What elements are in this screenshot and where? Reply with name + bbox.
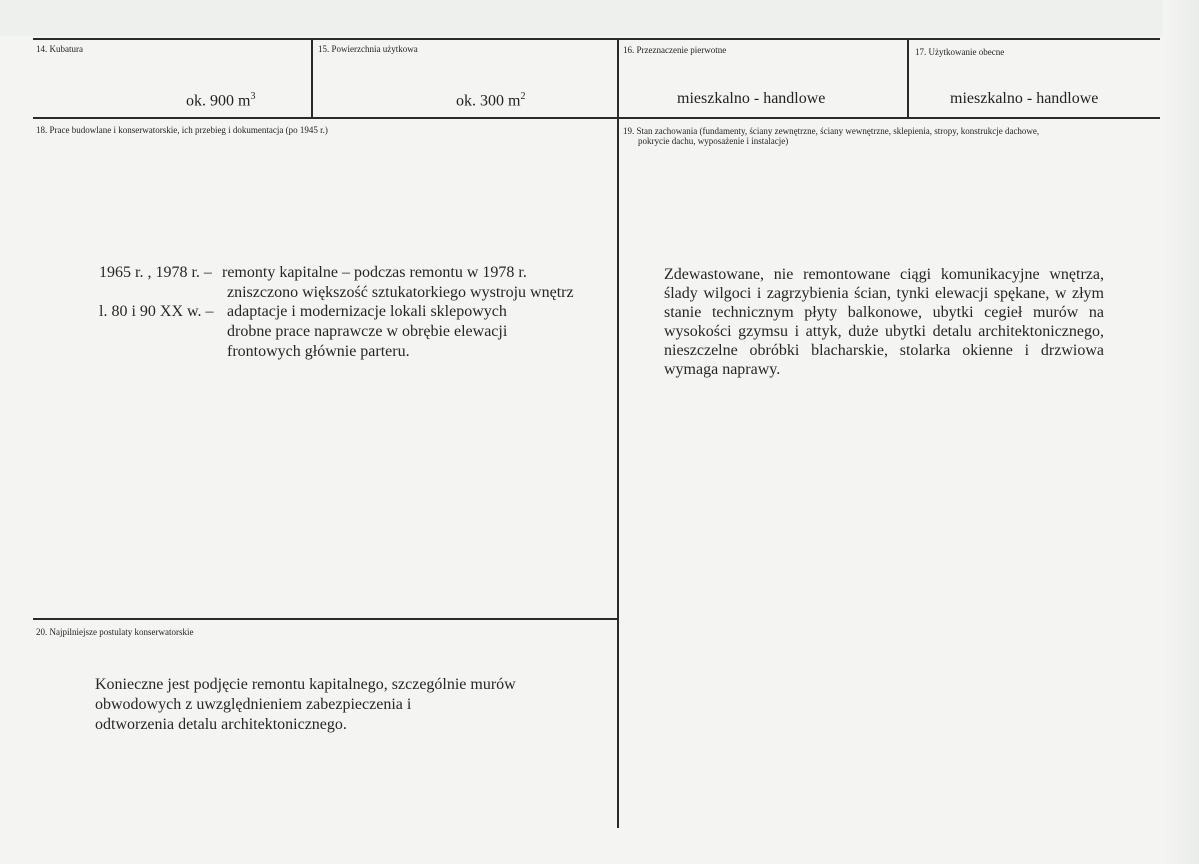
powierzchnia-value	[456, 88, 525, 110]
uzytkowanie-value: mieszkalno - handlowe	[950, 90, 1099, 107]
postulaty-line-2: obwodowych z uwzględnieniem zabezpieczenia i	[95, 696, 412, 713]
postulaty-label: 20. Najpilniejsze postulaty konserwatorskie	[36, 627, 194, 637]
kubatura-value	[186, 88, 255, 110]
prace-entry-1-line-2: zniszczono większość sztukatorkiego wystroju wnętrz	[227, 284, 574, 301]
prace-entry-1-date: 1965 r. , 1978 r. –	[99, 264, 212, 281]
stan-label-line-2: pokrycie dachu, wyposażenie i instalacje)	[638, 136, 789, 146]
prace-entry-2-line-1: adaptacje i modernizacje lokali sklepowych	[227, 303, 507, 320]
col-divider-1	[311, 38, 313, 119]
col-divider-main	[617, 38, 619, 828]
powierzchnia-unit-exponent: 2	[520, 91, 526, 102]
postulaty-line-3: odtworzenia detalu architektonicznego.	[95, 716, 347, 733]
uzytkowanie-label: 17. Użytkowanie obecne	[915, 47, 1005, 57]
postulaty-line-1: Konieczne jest podjęcie remontu kapitalnego, szczególnie murów	[95, 676, 516, 693]
stan-label-line-1: 19. Stan zachowania (fundamenty, ściany zewnętrzne, ściany wewnętrzne, sklepienia, stropy, konstrukcje dachowe,	[623, 126, 1040, 136]
prace-entry-1-line-1: remonty kapitalne – podczas remontu w 1978 r.	[222, 264, 527, 281]
top-rule	[33, 38, 1160, 40]
kubatura-value-text: ok. 900 m	[186, 92, 251, 110]
card-top-margin	[0, 0, 1199, 36]
powierzchnia-label: 15. Powierzchnia użytkowa	[318, 44, 418, 54]
kubatura-unit-exponent: 3	[250, 91, 256, 102]
col-divider-3	[907, 38, 909, 119]
prace-entry-2-line-3: frontowych głównie parteru.	[227, 343, 410, 360]
prace-entry-2-date: l. 80 i 90 XX w. –	[99, 303, 214, 320]
przeznaczenie-label: 16. Przeznaczenie pierwotne	[623, 45, 727, 55]
card-right-edge	[1163, 0, 1199, 864]
powierzchnia-value-text: ok. 300 m	[456, 92, 521, 110]
prace-label: 18. Prace budowlane i konserwatorskie, ich przebieg i dokumentacja (po 1945 r.)	[36, 125, 328, 135]
stan-text: Zdewastowane, nie remontowane ciągi komunikacyjne wnętrza, ślady wilgoci i zagrzybienia ścian, tynki elewacji spękane, w złym stanie technicznym płyty balkonowe, ubytki cegieł murów na wysokości gzymsu i attyk, duże ubytki detalu architektonicznego, nieszczelne obróbki blacharskie, stolarka okienne i drzwiowa wymaga naprawy.	[664, 266, 1104, 378]
prace-entry-2-line-2: drobne prace naprawcze w obrębie elewacji	[227, 323, 508, 340]
przeznaczenie-value: mieszkalno - handlowe	[677, 90, 826, 107]
row2-divider-rule	[33, 618, 619, 620]
row1-bottom-rule	[33, 117, 1160, 119]
kubatura-label: 14. Kubatura	[36, 44, 83, 54]
